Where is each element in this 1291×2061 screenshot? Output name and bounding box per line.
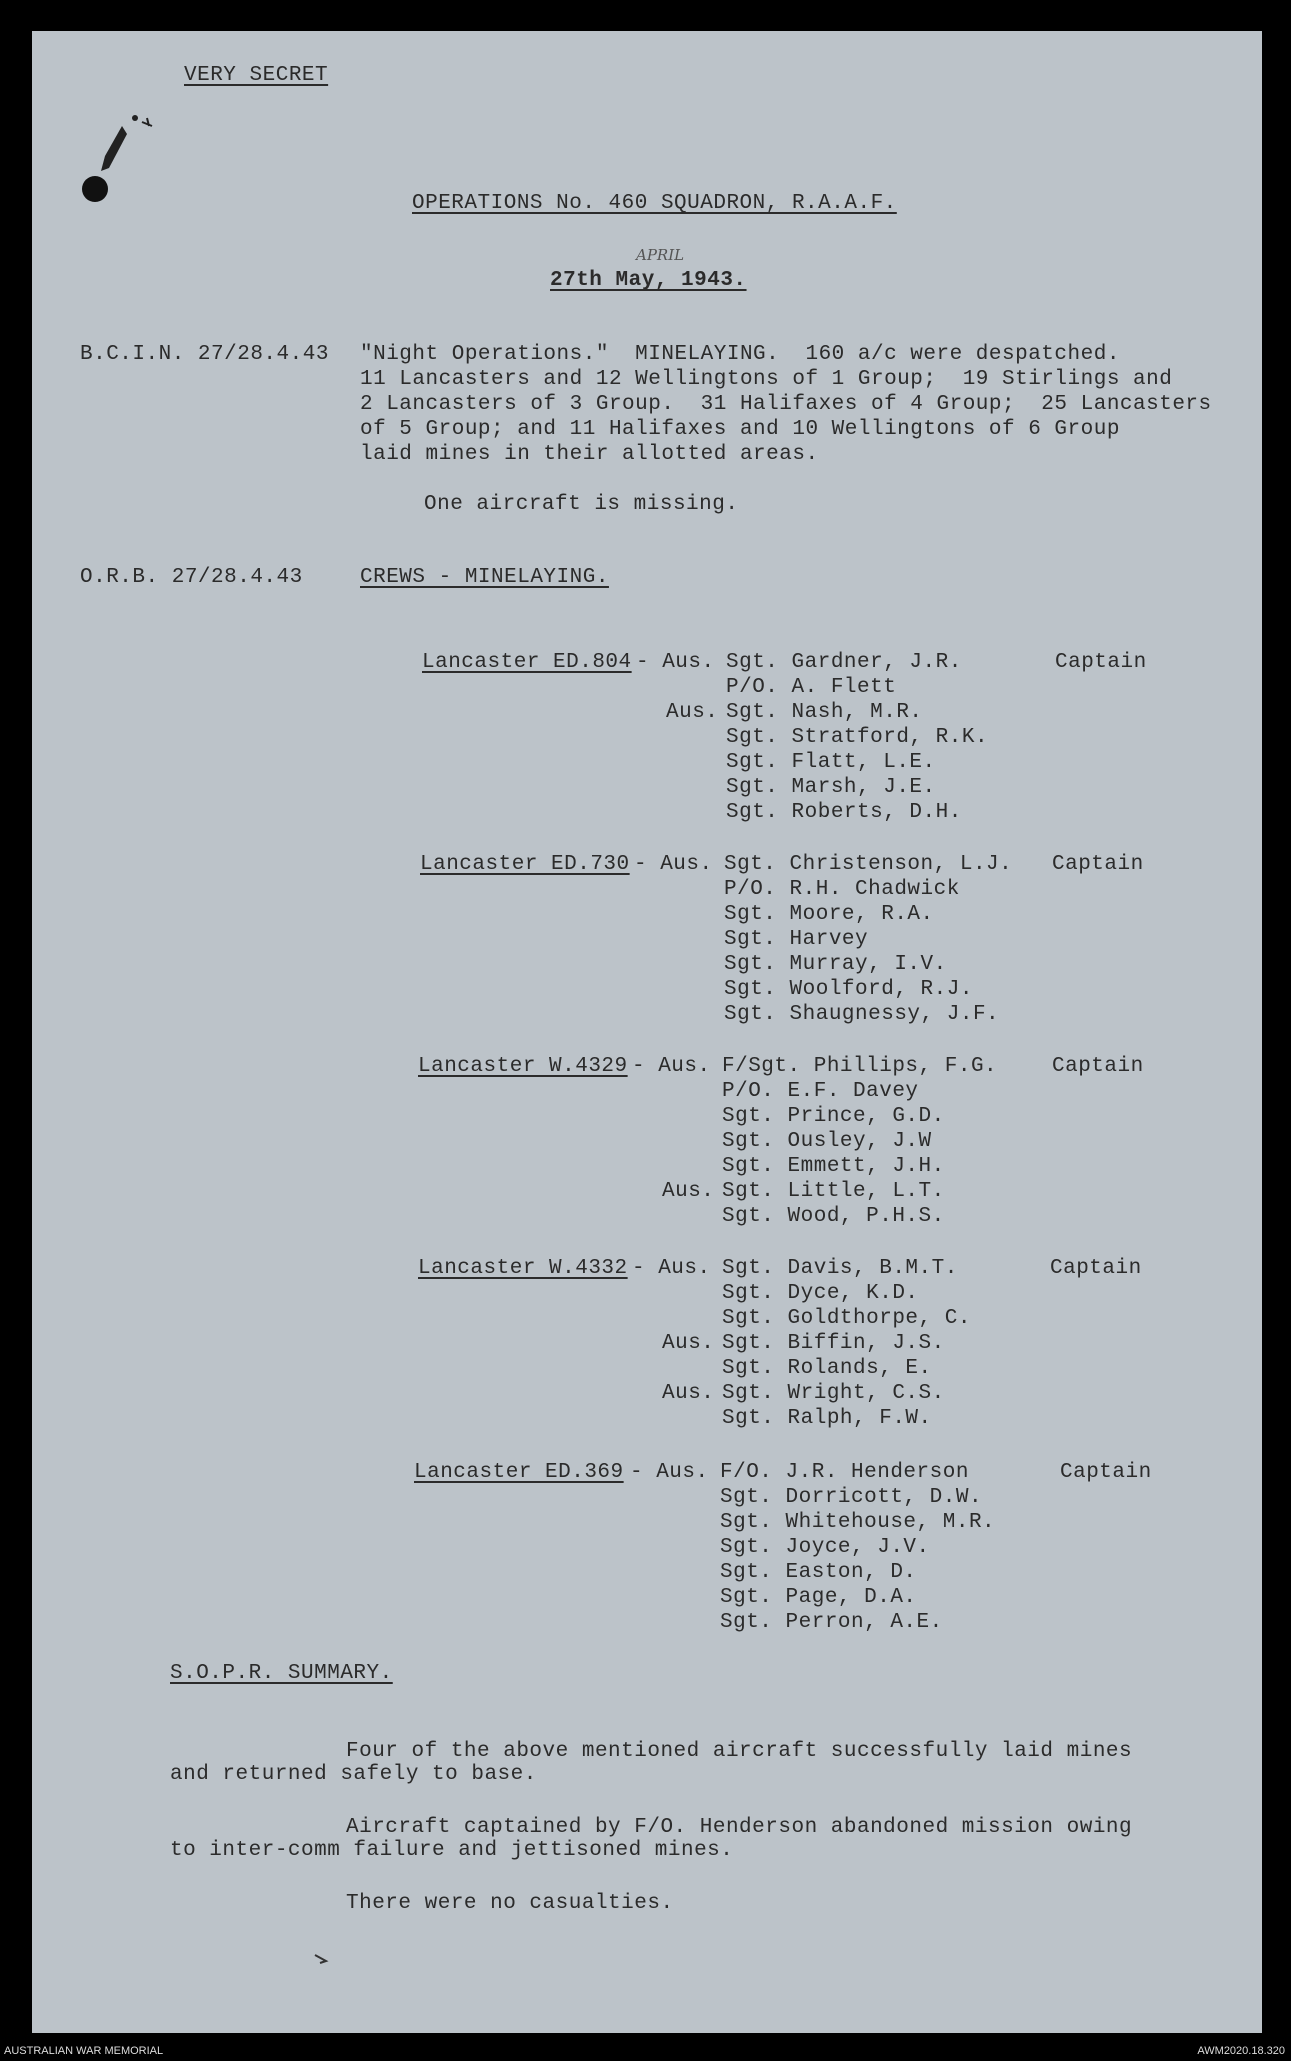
orb-ref: O.R.B. 27/28.4.43	[80, 566, 303, 589]
crew-member: Sgt. Gardner, J.R.	[726, 651, 962, 674]
crew-member: Sgt. Page, D.A.	[720, 1586, 917, 1609]
captain-label: Captain	[1060, 1461, 1152, 1484]
crew-member: F/Sgt. Phillips, F.G.	[722, 1055, 998, 1078]
bcin-ref: B.C.I.N. 27/28.4.43	[80, 343, 329, 366]
crew-member: Sgt. Davis, B.M.T.	[722, 1257, 958, 1280]
crew-member: Sgt. Joyce, J.V.	[720, 1536, 930, 1559]
page-title: OPERATIONS No. 460 SQUADRON, R.A.A.F.	[412, 192, 897, 215]
crew-prefix: - Aus.	[630, 1461, 709, 1484]
crew-member: Sgt. Wood, P.H.S.	[722, 1205, 945, 1228]
crew-member: P/O. E.F. Davey	[722, 1080, 919, 1103]
captain-label: Captain	[1052, 853, 1144, 876]
crew-member: Sgt. Dorricott, D.W.	[720, 1486, 983, 1509]
aircraft-label: Lancaster ED.804	[422, 651, 632, 674]
crew-member: Sgt. Ousley, J.W	[722, 1130, 932, 1153]
bcin-line: 2 Lancasters of 3 Group. 31 Halifaxes of 4 Group; 25 Lancasters	[360, 393, 1212, 416]
crew-member: Sgt. Wright, C.S.	[722, 1382, 945, 1405]
crew-member: Sgt. Prince, G.D.	[722, 1105, 945, 1128]
summary-heading: S.O.P.R. SUMMARY.	[170, 1662, 393, 1685]
bcin-line: laid mines in their allotted areas.	[360, 443, 819, 466]
bcin-line: "Night Operations." MINELAYING. 160 a/c were despatched.	[360, 343, 1120, 366]
bcin-line: of 5 Group; and 11 Halifaxes and 10 Wellingtons of 6 Group	[360, 418, 1120, 441]
crew-member: Sgt. Nash, M.R.	[726, 701, 923, 724]
summary-text: There were no casualties.	[346, 1892, 674, 1915]
missing-note: One aircraft is missing.	[424, 493, 739, 516]
crew-prefix: Aus.	[662, 1180, 715, 1203]
crew-prefix: - Aus.	[634, 853, 713, 876]
crew-member: F/O. J.R. Henderson	[720, 1461, 969, 1484]
summary-text: to inter-comm failure and jettisoned mines.	[170, 1839, 734, 1862]
footer-credit: AUSTRALIAN WAR MEMORIAL	[4, 2045, 164, 2057]
bcin-line: 11 Lancasters and 12 Wellingtons of 1 Group; 19 Stirlings and	[360, 368, 1173, 391]
crew-member: Sgt. Stratford, R.K.	[726, 726, 989, 749]
captain-label: Captain	[1055, 651, 1147, 674]
crew-member: Sgt. Dyce, K.D.	[722, 1282, 919, 1305]
crew-member: Sgt. Biffin, J.S.	[722, 1332, 945, 1355]
crew-prefix: - Aus.	[632, 1055, 711, 1078]
crew-member: P/O. R.H. Chadwick	[724, 878, 960, 901]
footer-accession: AWM2020.18.320	[1197, 2045, 1285, 2057]
summary-text: and returned safely to base.	[170, 1763, 537, 1786]
aircraft-label: Lancaster W.4329	[418, 1055, 628, 1078]
crew-member: Sgt. Christenson, L.J.	[724, 853, 1013, 876]
crew-member: Sgt. Ralph, F.W.	[722, 1407, 932, 1430]
crew-member: Sgt. Easton, D.	[720, 1561, 917, 1584]
crew-member: Sgt. Goldthorpe, C.	[722, 1307, 971, 1330]
summary-text: Four of the above mentioned aircraft successfully laid mines	[346, 1740, 1133, 1763]
crew-member: Sgt. Marsh, J.E.	[726, 776, 936, 799]
aircraft-label: Lancaster ED.730	[420, 853, 630, 876]
document-date: 27th May, 1943.	[550, 269, 747, 292]
crew-prefix: - Aus.	[632, 1257, 711, 1280]
crew-member: Sgt. Harvey	[724, 928, 869, 951]
crew-prefix: Aus.	[662, 1382, 715, 1405]
classification-label: VERY SECRET	[184, 64, 329, 87]
punch-hole	[82, 176, 108, 202]
crew-member: Sgt. Roberts, D.H.	[726, 801, 962, 824]
crew-prefix: Aus.	[662, 1332, 715, 1355]
crew-member: Sgt. Emmett, J.H.	[722, 1155, 945, 1178]
crew-prefix: - Aus.	[636, 651, 715, 674]
aircraft-label: Lancaster W.4332	[418, 1257, 628, 1280]
captain-label: Captain	[1052, 1055, 1144, 1078]
crew-member: Sgt. Murray, I.V.	[724, 953, 947, 976]
crew-member: Sgt. Rolands, E.	[722, 1357, 932, 1380]
ink-mark-icon	[87, 96, 157, 176]
crew-member: P/O. A. Flett	[726, 676, 897, 699]
crew-member: Sgt. Flatt, L.E.	[726, 751, 936, 774]
captain-label: Captain	[1050, 1257, 1142, 1280]
crew-member: Sgt. Perron, A.E.	[720, 1611, 943, 1634]
crews-heading: CREWS - MINELAYING.	[360, 566, 609, 589]
crew-member: Sgt. Moore, R.A.	[724, 903, 934, 926]
stray-mark-icon	[312, 1951, 332, 1967]
crew-member: Sgt. Woolford, R.J.	[724, 978, 973, 1001]
crew-prefix: Aus.	[666, 701, 719, 724]
summary-text: Aircraft captained by F/O. Henderson abandoned mission owing	[346, 1816, 1133, 1839]
crew-member: Sgt. Shaugnessy, J.F.	[724, 1003, 1000, 1026]
crew-member: Sgt. Little, L.T.	[722, 1180, 945, 1203]
aircraft-label: Lancaster ED.369	[414, 1461, 624, 1484]
crew-member: Sgt. Whitehouse, M.R.	[720, 1511, 996, 1534]
date-annotation: APRIL	[636, 246, 685, 264]
document-page	[32, 31, 1262, 2033]
